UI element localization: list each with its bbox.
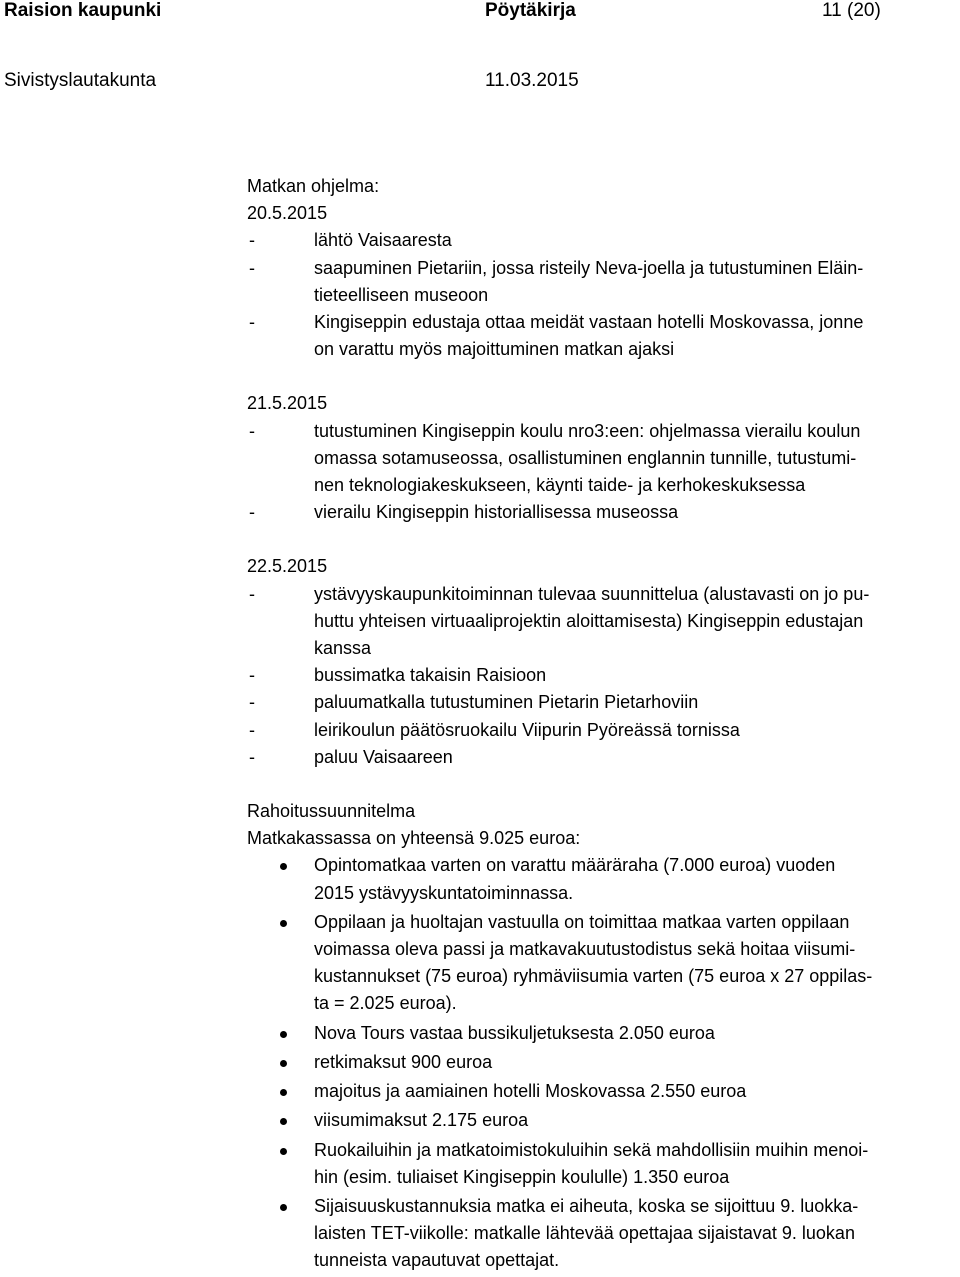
dash-marker: - [249, 665, 255, 686]
text-line: omassa sotamuseossa, osallistuminen englannin tunnille, tutustumi- [314, 447, 857, 468]
funding-item [247, 1049, 957, 1076]
funding-list [247, 852, 957, 1274]
funding-item [247, 1020, 957, 1047]
funding-item-text [314, 909, 957, 1018]
text-line: leirikoulun päätösruokailu Viipurin Pyöreässä tornissa [314, 719, 740, 740]
text-line: nen teknologiakeskukseen, käynti taide- ja kerhokeskuksessa [314, 475, 806, 496]
organization-name: Raision kaupunki [4, 0, 162, 21]
text-line: majoitus ja aamiainen hotelli Moskovassa 2.550 euroa [314, 1081, 747, 1102]
spacer [247, 363, 957, 390]
board-name: Sivistyslautakunta [4, 70, 157, 91]
funding-item [247, 1193, 957, 1275]
program-item [247, 255, 957, 309]
program-item-text [314, 581, 957, 663]
program-item-text [314, 744, 957, 771]
program-item [247, 581, 957, 663]
dash-marker: - [249, 230, 255, 251]
page-number: 11 (20) [822, 0, 881, 21]
funding-total: Matkakassassa on yhteensä 9.025 euroa: [247, 828, 581, 849]
program-item [247, 499, 957, 526]
meeting-date: 11.03.2015 [485, 70, 579, 91]
funding-item-text [314, 1049, 957, 1076]
bullet-icon [247, 1049, 314, 1076]
program-item-text [314, 662, 957, 689]
funding-item [247, 852, 957, 906]
text-line: laisten TET-viikolle: matkalle lähtevää opettajaa sijaistavat 9. luokan [314, 1223, 855, 1244]
spacer [247, 526, 957, 553]
text-line: Kingiseppin edustaja ottaa meidät vastaan hotelli Moskovassa, jonne [314, 312, 864, 333]
bullet-icon [247, 1107, 314, 1134]
program-item [247, 309, 957, 363]
text-line: Opintomatkaa varten on varattu määräraha (7.000 euroa) vuoden [314, 855, 836, 876]
text-line: kanssa [314, 638, 372, 659]
bullet-icon [247, 852, 314, 906]
text-line: Nova Tours vastaa bussikuljetuksesta 2.050 euroa [314, 1022, 715, 1043]
text-line: ta = 2.025 euroa). [314, 993, 457, 1014]
dash-marker: - [249, 420, 255, 441]
funding-item-text [314, 1078, 957, 1105]
text-line: tutustuminen Kingiseppin koulu nro3:een: ohjelmassa vierailu koulun [314, 420, 861, 441]
funding-item-text [314, 1137, 957, 1191]
program-item [247, 662, 957, 689]
text-line: lähtö Vaisaaresta [314, 230, 452, 251]
text-line: Sijaisuuskustannuksia matka ei aiheuta, koska se sijoittuu 9. luokka- [314, 1195, 859, 1216]
dash-marker: - [249, 692, 255, 713]
day-date: 21.5.2015 [247, 393, 328, 414]
program-title: Matkan ohjelma: [247, 176, 380, 196]
dash-marker: - [249, 502, 255, 523]
program-item [247, 689, 957, 716]
text-line: Ruokailuihin ja matkatoimistokuluihin sekä mahdollisiin muihin menoi- [314, 1139, 869, 1160]
dash-marker: - [249, 719, 255, 740]
funding-item [247, 909, 957, 1018]
bullet-icon [247, 1020, 314, 1047]
program-item-text [314, 499, 957, 526]
bullet-icon [247, 909, 314, 1018]
text-line: tunneista vapautuvat opettajat. [314, 1250, 560, 1271]
text-line: paluumatkalla tutustuminen Pietarin Pietarhoviin [314, 692, 699, 713]
program-item [247, 227, 957, 254]
funding-item [247, 1137, 957, 1191]
spacer [247, 771, 957, 798]
program-item-text [314, 255, 957, 309]
program-item [247, 744, 957, 771]
text-line: kustannukset (75 euroa) ryhmäviisumia varten (75 euroa x 27 oppilas- [314, 966, 873, 987]
document-body [247, 173, 957, 1277]
program-item [247, 418, 957, 500]
text-line: retkimaksut 900 euroa [314, 1051, 493, 1072]
dash-marker: - [249, 312, 255, 333]
dash-marker: - [249, 583, 255, 604]
program-item-text [314, 309, 957, 363]
program-item-text [314, 418, 957, 500]
funding-item-text [314, 1193, 957, 1275]
text-line: voimassa oleva passi ja matkavakuutustodistus sekä hoitaa viisumi- [314, 939, 856, 960]
text-line: 2015 ystävyyskuntatoiminnassa. [314, 882, 574, 903]
funding-item [247, 1107, 957, 1134]
text-line: ystävyyskaupunkitoiminnan tulevaa suunnittelua (alustavasti on jo pu- [314, 583, 870, 604]
bullet-icon [247, 1078, 314, 1105]
program-item-text [314, 717, 957, 744]
text-line: bussimatka takaisin Raisioon [314, 665, 547, 686]
dash-marker: - [249, 746, 255, 767]
funding-item-text [314, 1020, 957, 1047]
bullet-icon [247, 1193, 314, 1275]
text-line: tieteelliseen museoon [314, 284, 489, 305]
funding-item [247, 1078, 957, 1105]
day-date: 22.5.2015 [247, 556, 328, 577]
funding-title: Rahoitussuunnitelma [247, 801, 416, 822]
text-line: saapuminen Pietariin, jossa risteily Neva-joella ja tutustuminen Eläin- [314, 257, 864, 278]
text-line: vierailu Kingiseppin historiallisessa museossa [314, 502, 679, 523]
dash-marker: - [249, 257, 255, 278]
funding-item-text [314, 1107, 957, 1134]
text-line: huttu yhteisen virtuaaliprojektin aloittamisesta) Kingiseppin edustajan [314, 610, 864, 631]
text-line: on varattu myös majoittuminen matkan ajaksi [314, 339, 675, 360]
day-date: 20.5.2015 [247, 203, 328, 224]
program-item [247, 717, 957, 744]
text-line: viisumimaksut 2.175 euroa [314, 1110, 529, 1131]
program-item-text [314, 227, 957, 254]
text-line: paluu Vaisaareen [314, 746, 453, 767]
text-line: hin (esim. tuliaiset Kingiseppin koululle) 1.350 euroa [314, 1166, 730, 1187]
text-line: Oppilaan ja huoltajan vastuulla on toimittaa matkaa varten oppilaan [314, 911, 850, 932]
document-type: Pöytäkirja [485, 0, 576, 21]
program-days [247, 200, 957, 798]
funding-item-text [314, 852, 957, 906]
program-item-text [314, 689, 957, 716]
bullet-icon [247, 1137, 314, 1191]
